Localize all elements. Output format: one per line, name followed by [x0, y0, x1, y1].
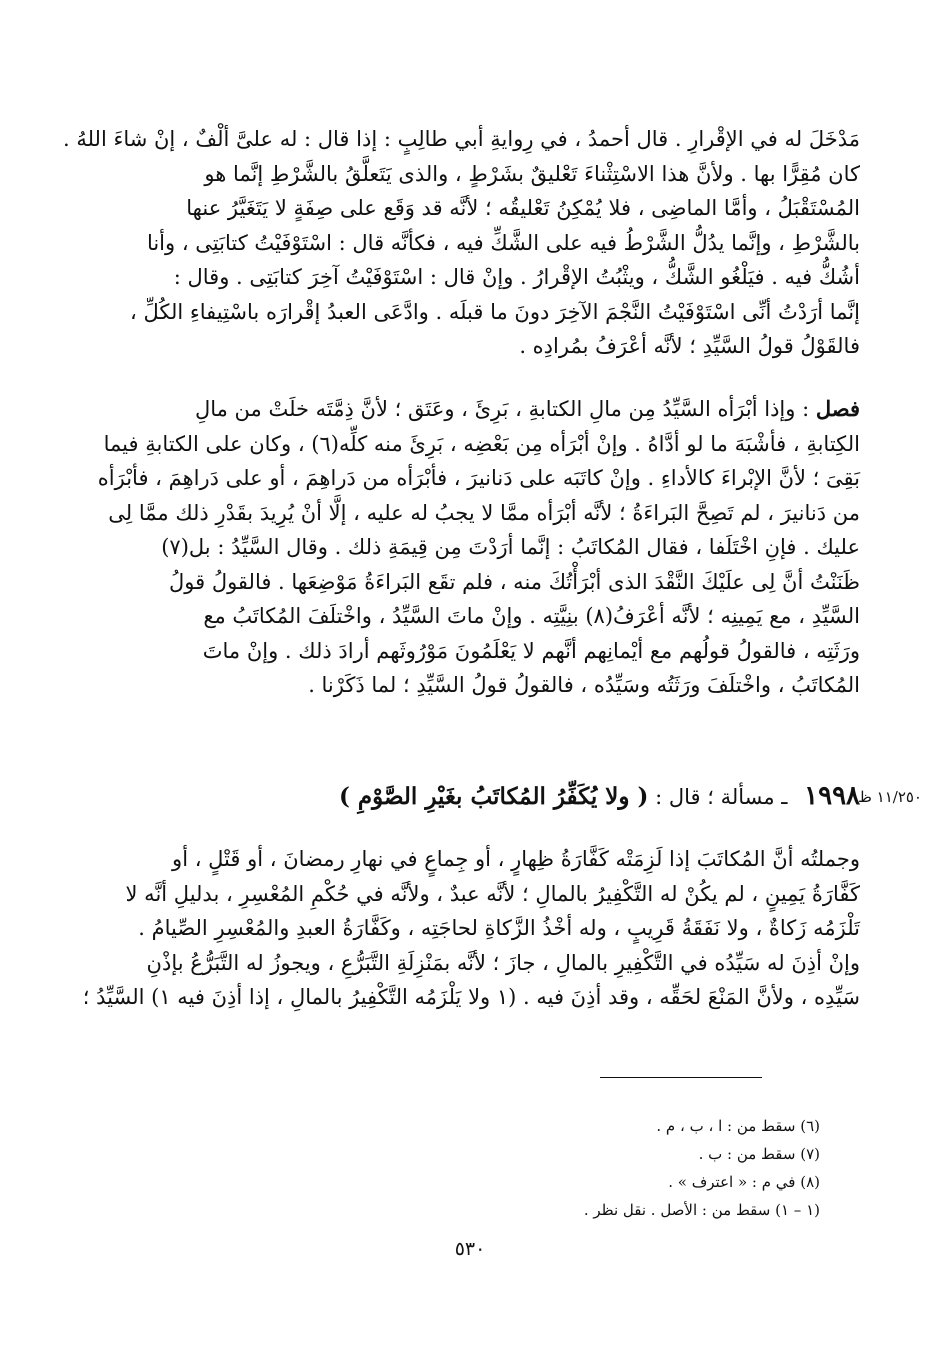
- footnote-item: (٧) سقط من : ب .: [698, 1145, 820, 1163]
- text-line: بالشَّرْطِ ، وإنَّما يدُلُّ الشَّرْطُ فيه على الشَّكِّ فيه ، فكأنَّه قال : اسْتَوْفَيْتُ كتابَتِى ، وأنا: [146, 230, 860, 255]
- text-line: المُكاتَبُ ، واخْتلَفَ ورَثَتُه وسَيِّدُه ، فالقولُ قولُ السَّيِّدِ ؛ لما ذَكَرْنا .: [308, 673, 860, 697]
- footnote-item: (١ – ١) سقط من : الأصل . نقل نظر .: [583, 1201, 820, 1219]
- footnote-item: (٦) سقط من : ا ، ب ، م .: [656, 1117, 820, 1135]
- text-line: بَقِىَ ؛ لأنَّ الإبْراءَ كالأداءِ . وإنْ كاتَبَه على دَنانيرَ ، فأبْرَأه من دَراهِمَ ، أو على دَراهِمَ ، فأبْرَأه: [97, 466, 860, 490]
- fasl-label: فصل: [815, 396, 860, 421]
- footnotes: [440, 1112, 820, 1224]
- text-line: كَفَّارَةُ يَمِينٍ ، لم يكُنْ له التَّكْفِيرُ بالمالِ ؛ لأنَّه عبدٌ ، ولأنَّه في حُكْمِ المُعْسِرِ ، بدليلِ أنَّه لا: [125, 881, 860, 906]
- text-line: وإنْ أذِنَ له سَيِّدُه في التَّكْفِيرِ بالمالِ ، جازَ ؛ لأنَّه بمَنْزِلَةِ التَّبَرُّعِ ، ويجوزُ له التَّبَرُّعُ بإذْنِ: [146, 950, 860, 975]
- text-line: كان مُقِرًّا بها . ولأنَّ هذا الاسْتِثْناءَ تَعْليقٌ بشَرْطٍ ، والذى يَتَعلَّقُ بالشَّرْطِ إنَّما هو: [204, 161, 860, 186]
- text-line: سَيِّدِه ، ولأنَّ المَنْعَ لحَقِّه ، وقد أذِنَ فيه . (١ ولا يَلْزَمُه التَّكْفِيرُ بالمالِ ، إذا أذِنَ فيه ١) السَّيِّدُ ؛: [82, 985, 860, 1009]
- masala-label: ـ مسألة ؛ قال :: [655, 785, 788, 809]
- paragraph-iqrar: [62, 122, 860, 364]
- page-number: ٥٣٠: [454, 1238, 486, 1260]
- text-line: أشُكُّ فيه . فيَلْغُو الشَّكُّ ، ويثْبُتُ الإقْرارُ . وإنْ قال : اسْتَوْفَيْتُ آخِرَ كتابَتِى . وقال :: [173, 265, 860, 289]
- text-line: تَلْزَمُه زَكاةٌ ، ولا نَفَقَةُ قَرِيبٍ ، وله أخْذُ الزَّكاةِ لحاجَتِه ، وكَفَّارَةُ العبدِ والمُعْسِرِ الصِّيامُ .: [138, 916, 860, 940]
- text-line: المُسْتَقْبَلُ ، وأمَّا الماضِى ، فلا يُمْكِنُ تَعْليقُه ؛ لأنَّه قد وَقَع على صِفَةٍ لا يَتَغَيَّرُ عنها: [186, 196, 860, 220]
- text-line: الكِتابةِ ، فأشْبَهَ ما لو أدَّاهُ . وإنْ أبْرَأه مِن بَعْضِه ، بَرِئَ منه كلِّه(٦) ، وكان على الكتابةِ فيما: [103, 431, 860, 456]
- footnote-item: (٨) في م : « اعترف » .: [668, 1173, 820, 1191]
- text-line: فالقَوْلُ قولُ السَّيِّدِ ؛ لأنَّه أعْرَفُ بمُرادِه .: [519, 334, 860, 358]
- fasl-first-line: : وإذا أبْرَأه السَّيِّدُ مِن مالِ الكتابةِ ، بَرِئَ ، وعَتَق ؛ لأنَّ ذِمَّتَه خلَتْ من مالِ: [194, 397, 810, 421]
- text-line: [108, 392, 860, 427]
- text-line: إنَّما أرَدْتُ أنِّى اسْتَوْفَيْتُ النَّجْمَ الآخِرَ دونَ ما قبلَه . وادَّعَى العبدُ إقْرارَه باسْتِيفاءِ الكُلِّ ،: [130, 299, 860, 324]
- masala-heading: [108, 776, 860, 816]
- text-line: وجملتُه أنَّ المُكاتَبَ إذا لَزِمَتْه كَفَّارَةُ ظِهارٍ ، أو جِماعٍ في نهارِ رمضانَ ، أو قَتْلٍ ، أو: [172, 847, 860, 871]
- paragraph-fasl: [97, 392, 860, 703]
- masala-number: ١٩٩٨: [804, 781, 860, 811]
- text-line: ورَثَتِه ، فالقولُ قولُهم مع أيْمانِهم أنَّهم لا يَعْلَمُونَ مَوْرُوثَهم أرادَ ذلك . وإنْ ماتَ: [202, 638, 860, 663]
- text-line: السَّيِّدِ ، مع يَمِينِه ؛ لأنَّه أعْرَفُ(٨) بنِيَّتِه . وإنْ ماتَ السَّيِّدُ ، واخْتلَفَ المُكاتَبُ مع: [203, 604, 860, 628]
- masala-quote: ( ولا يُكَفِّرُ المُكاتَبُ بغَيْرِ الصَّوْمِ ): [338, 783, 649, 810]
- footnote-divider: [600, 1077, 762, 1078]
- text-line: عليك . فإنِ اخْتَلَفا ، فقال المُكاتَبُ : إنَّما أرَدْتَ مِن قِيمَةِ ذلك . وقال السَّيِّدُ : بل(٧): [161, 535, 860, 559]
- text-line: ظَنَنْتُ أنَّ لِى علَيْكَ النَّقْدَ الذى أبْرَأْتُكَ منه ، فلم تقَع البَراءَةُ مَوْضِعَها . فالقولُ قولُ: [169, 569, 860, 594]
- paragraph-kaffara: [82, 842, 860, 1015]
- margin-manuscript-ref: ١١/٢٥٠ ظ: [858, 788, 922, 806]
- text-line: مَدْخَلَ له في الإقْرارِ . قال أحمدُ ، في رِوايةِ أبي طالِبٍ : إذا قال : له علىَّ ألْفٌ ، إنْ شاءَ اللهُ .: [62, 127, 860, 151]
- text-line: من دَنانيرَ ، لم تَصِحَّ البَراءَةُ ؛ لأنَّه أبْرَأه ممَّا لا يجبُ له عليه ، إلَّا أنْ يُرِيدَ بقَدْرِ ذلك ممَّا لِى: [108, 500, 860, 525]
